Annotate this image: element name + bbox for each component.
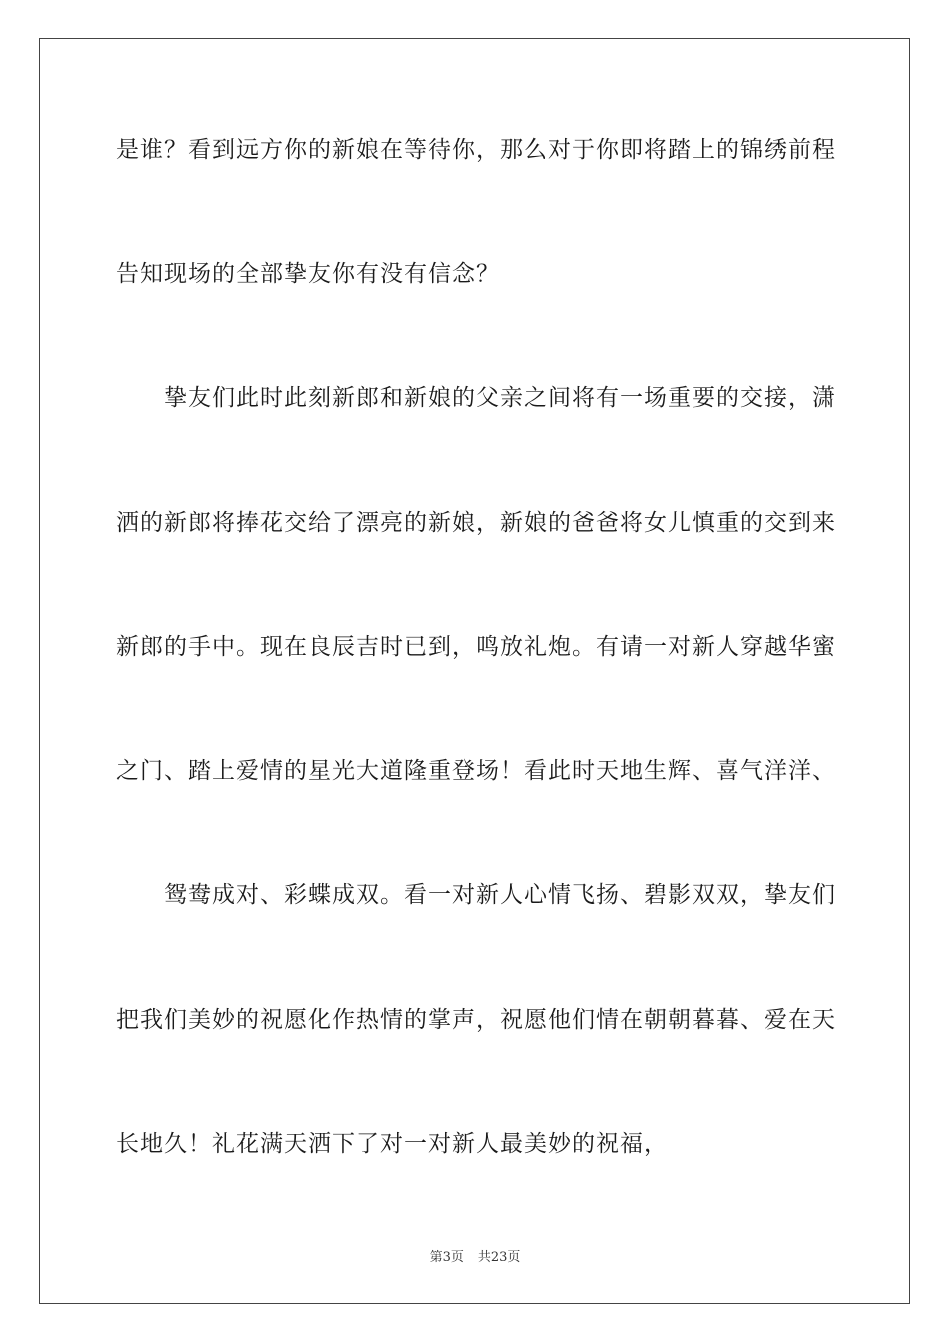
text-line: 挚友们此时此刻新郎和新娘的父亲之间将有一场重要的交接，潇: [164, 385, 836, 411]
page-footer: [0, 1246, 950, 1265]
page-frame: [39, 38, 910, 1304]
text-line: 新郎的手中。现在良辰吉时已到，鸣放礼炮。有请一对新人穿越华蜜: [116, 634, 836, 660]
text-line: 鸳鸯成对、彩蝶成双。看一对新人心情飞扬、碧影双双，挚友们: [164, 882, 836, 908]
text-line: 之门、踏上爱情的星光大道隆重登场！看此时天地生辉、喜气洋洋、: [116, 758, 836, 784]
total-pages: 共23页: [477, 1250, 521, 1265]
text-line: 把我们美妙的祝愿化作热情的掌声，祝愿他们情在朝朝暮暮、爱在天: [116, 1007, 836, 1033]
text-line: 是谁？看到远方你的新娘在等待你，那么对于你即将踏上的锦绣前程: [116, 137, 836, 163]
text-line: 洒的新郎将捧花交给了漂亮的新娘，新娘的爸爸将女儿慎重的交到来: [116, 510, 836, 536]
text-line: 长地久！礼花满天洒下了对一对新人最美妙的祝福，: [116, 1131, 668, 1157]
text-line: 告知现场的全部挚友你有没有信念？: [116, 261, 500, 287]
page-number: 第3页: [429, 1250, 464, 1265]
